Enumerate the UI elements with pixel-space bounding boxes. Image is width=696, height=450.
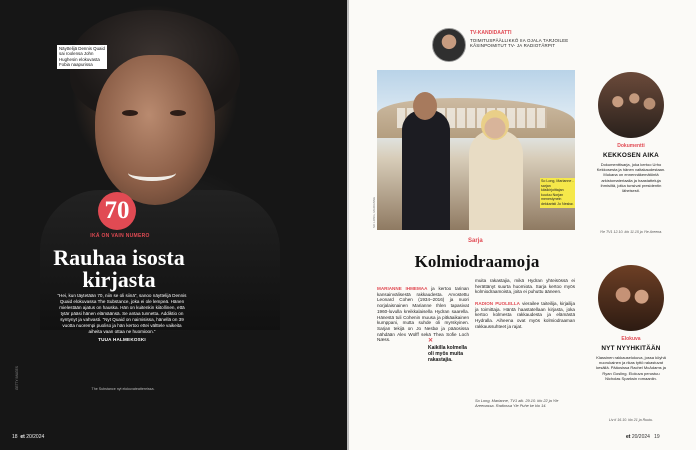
portrait-photo xyxy=(0,0,347,450)
eye-left xyxy=(122,110,138,116)
sidebar-title-documentary: KEKKOSEN AIKA xyxy=(603,152,659,159)
sidebar-label-film: Elokuva xyxy=(621,336,641,342)
folio-right xyxy=(626,434,660,440)
man-head xyxy=(413,92,437,120)
face-shape xyxy=(95,55,215,205)
intro-quote xyxy=(56,293,188,343)
kicker: IKÄ ON VAIN NUMERO xyxy=(90,233,150,239)
issue-number: 20/2024 xyxy=(26,434,45,440)
pull-quote-text: Kaikilla kolmella oli myös muita rakastajia. xyxy=(428,345,467,363)
page-number: 18 xyxy=(12,434,18,440)
section-label: Sarja xyxy=(468,238,483,244)
eye-right xyxy=(170,110,186,116)
page-headline: Rauhaa isosta kirjasta xyxy=(53,245,185,292)
broadcast-info: So Long, Marianne, TV1 alk. 29.10. klo 22 ja Yle Areenassa. Radiossa Yle Puhe ke klo 14. xyxy=(475,398,559,408)
tv-kicker: TV-KANDIDAATTI xyxy=(470,30,512,36)
sidebar-title-film: NYT NYYHKITÄÄN xyxy=(601,345,661,352)
magazine-logo-right: et xyxy=(626,434,631,440)
film-credit: The Substance nyt elokuvateattereissa. xyxy=(91,387,155,391)
magazine-logo: et xyxy=(20,434,25,440)
left-page xyxy=(0,0,347,450)
body-text-2b: vierailee taiteilija, kirjailija ja toimittaja. Häntä haastatellaan kirjasta, joka kertoo kolmesta rakkaudesta ja elämästä Hydralla. Aiheena ovat myös kolmiodraaman rakkaussuhteet ja rajat. xyxy=(475,300,575,329)
smile xyxy=(128,165,176,181)
sidebar-info-film: Liv ti 16.10. klo 21 ja Ruutu. xyxy=(608,418,654,422)
body-text-2a: muita rakastajia, mikä Hydran yhteisössä ei herättänyt suurta huomiota. Sarja kertoo myös kolmiodraamoista, joita ei puhuttu ääneen. xyxy=(475,278,575,295)
sidebar-body-documentary: Dokumenttisarja, joka kertoo Urho Kekkosesta ja hänen valtakaudestaan. Mukana on ennennäkemätöntä arkistomateriaalia ja haastatteluja ihmisiltä, jotka tunsivat presidentin läheisesti. xyxy=(596,162,666,194)
photo-caption-yellow: So Long, Marianne -sarjan käsikirjoittajan kuuluu Norjan menestynein dekkaristi Jo Nesbø. xyxy=(541,179,574,206)
lead-words: MARIANNE IHMEMAA xyxy=(377,286,428,291)
editor-avatar xyxy=(432,28,466,62)
article-headline: Kolmiodraamoja xyxy=(414,252,540,271)
series-photo xyxy=(377,70,575,230)
photo-caption: Näyttelijä Dennis Quaid sai roolensa John Hughesin elokuvasta Fobia naapurissa xyxy=(57,45,107,69)
sidebar-label-documentary: Dokumentti xyxy=(617,143,645,149)
woman-figure xyxy=(469,130,523,230)
folio xyxy=(12,434,44,440)
woman-head xyxy=(481,110,509,140)
sidebar-body-film: Klassinen rakkauselokuva, jossa köyhä nuorukainen ja rikas tyttö rakastuvat kesällä. Pääosissa Rachel McAdams ja Ryan Gosling. Elokuva perustuu Nicholas Sparksin romaaniin. xyxy=(596,355,666,381)
page-number-right: 19 xyxy=(654,434,660,440)
sidebar-info-documentary: Yle TV1 12.10. klo 11.15 ja Yle Areena. xyxy=(599,230,663,234)
body-column-2 xyxy=(475,278,575,329)
man-figure xyxy=(402,110,450,230)
body-column-1 xyxy=(377,286,469,343)
pull-quote xyxy=(428,338,473,363)
radio-lead: RADION PUOLELLA xyxy=(475,300,520,306)
body-text-1: ja kertoo tarinan kansainvälisestä rakkaudesta. Arvostettu Leonard Cohen (1934–2016) ja nuori norjalaisnainen Marianne Ihlen tapasivat 1960-luvulla kreikkalaisella Hydran saarella. Hänestä tuli Cohenin muusa ja pitkäaikainen kumppani, mutta suhde oli myrskyinen. Sarjan tekijä on Jo Nesbø ja pääosissa nähdään Alex Wolff sekä Thea Sofie Loch Næss. xyxy=(377,286,469,343)
quote-author: TUUA HALMEKOSKI xyxy=(98,337,146,342)
photo-credit-right: SO LONG, MARIANNE xyxy=(372,196,376,228)
cross-icon: ✕ xyxy=(428,338,434,344)
documentary-photo xyxy=(598,72,664,138)
tv-intro: TOIMITUSPÄÄLLIKKÖ IIA OJALA TARJOILEE KÄSINPOIMITUT TV- JA RADIOTÄRPIT xyxy=(470,38,569,49)
photo-credit: GETTY IMAGES xyxy=(15,366,19,390)
film-photo xyxy=(598,265,664,331)
age-badge: 70 xyxy=(98,192,136,230)
issue-number-right: 20/2024 xyxy=(631,434,650,440)
quote-text: ”Hei, kun täytetään 70, niin se oli siinä”, sanoo näyttelijä Dennis Quaid elokuvassa The Substance, joka ei ole lempeä. Hänen mielestään ajatus on hauska. Hän on kuitenkin kiitollinen, että tytär pääsi hänen elämäänsä. Se antaa tunnetta. Addiktio on syntynyt ja vahvasti. ”Nyt Quaid on naimisissa, hänellä on 39 vuotta nuorempi puoliso ja hän kertoo ettei välttele vaikeita aiheita vaan ottaa ne huomioon.” xyxy=(57,293,187,334)
